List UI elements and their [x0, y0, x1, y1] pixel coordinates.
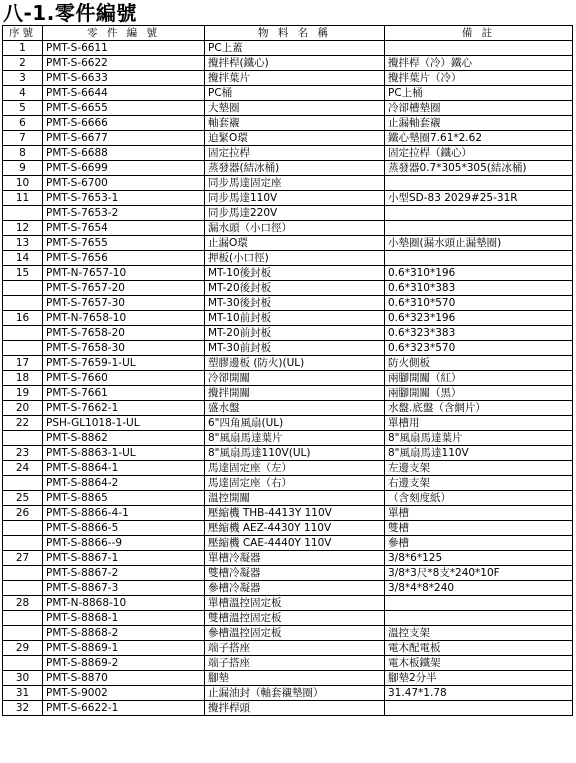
part-number: PMT-S-7653-2	[43, 206, 205, 221]
table-row	[3, 296, 573, 311]
material-name: 固定拉桿	[205, 146, 385, 161]
table-row	[3, 86, 573, 101]
part-number: PMT-S-6677	[43, 131, 205, 146]
part-number: PMT-S-8865	[43, 491, 205, 506]
material-name: 迫緊O環	[205, 131, 385, 146]
material-name: 雙槽冷凝器	[205, 566, 385, 581]
row-number	[3, 326, 43, 341]
table-row	[3, 191, 573, 206]
row-number: 24	[3, 461, 43, 476]
material-name: 塑膠邊板 (防火)(UL)	[205, 356, 385, 371]
part-number: PMT-S-9002	[43, 686, 205, 701]
material-name: 大墊圈	[205, 101, 385, 116]
remark	[385, 596, 573, 611]
material-name: 盛水盤	[205, 401, 385, 416]
part-number: PMT-S-8869-2	[43, 656, 205, 671]
table-row	[3, 566, 573, 581]
remark: 8"風扇馬達110V	[385, 446, 573, 461]
part-number: PMT-S-6688	[43, 146, 205, 161]
material-name: MT-30後封板	[205, 296, 385, 311]
part-number: PMT-S-7661	[43, 386, 205, 401]
material-name: 同步馬達220V	[205, 206, 385, 221]
header-remark: 備 註	[385, 26, 573, 41]
material-name: 冷卻開關	[205, 371, 385, 386]
parts-table	[2, 25, 573, 716]
table-row	[3, 446, 573, 461]
row-number: 29	[3, 641, 43, 656]
remark	[385, 176, 573, 191]
part-number: PMT-S-8866--9	[43, 536, 205, 551]
part-number: PMT-S-8864-1	[43, 461, 205, 476]
remark: 0.6*310*196	[385, 266, 573, 281]
part-number: PMT-S-8869-1	[43, 641, 205, 656]
row-number	[3, 341, 43, 356]
material-name: MT-10後封板	[205, 266, 385, 281]
remark: 0.6*323*383	[385, 326, 573, 341]
part-number: PMT-N-7658-10	[43, 311, 205, 326]
material-name: 端子搭座	[205, 641, 385, 656]
table-row	[3, 221, 573, 236]
table-row	[3, 266, 573, 281]
part-number: PMT-S-6644	[43, 86, 205, 101]
material-name: 同步馬達110V	[205, 191, 385, 206]
material-name: 腳墊	[205, 671, 385, 686]
row-number: 4	[3, 86, 43, 101]
material-name: MT-20前封板	[205, 326, 385, 341]
part-number: PMT-S-8868-2	[43, 626, 205, 641]
remark: 腳墊2分半	[385, 671, 573, 686]
material-name: 漏水頭（小口徑）	[205, 221, 385, 236]
table-row	[3, 401, 573, 416]
row-number	[3, 296, 43, 311]
remark: （含刻度紙）	[385, 491, 573, 506]
part-number: PMT-S-8864-2	[43, 476, 205, 491]
material-name: 軸套襯	[205, 116, 385, 131]
part-number: PMT-S-6699	[43, 161, 205, 176]
row-number: 25	[3, 491, 43, 506]
row-number	[3, 521, 43, 536]
row-number: 18	[3, 371, 43, 386]
material-name: 8"風扇馬達葉片	[205, 431, 385, 446]
part-number: PMT-S-7659-1-UL	[43, 356, 205, 371]
row-number	[3, 611, 43, 626]
material-name: 6"四角風扇(UL)	[205, 416, 385, 431]
row-number: 2	[3, 56, 43, 71]
row-number: 16	[3, 311, 43, 326]
table-row	[3, 701, 573, 716]
part-number: PSH-GL1018-1-UL	[43, 416, 205, 431]
row-number: 1	[3, 41, 43, 56]
remark: 0.6*310*570	[385, 296, 573, 311]
row-number: 15	[3, 266, 43, 281]
table-row	[3, 506, 573, 521]
part-number: PMT-S-7657-30	[43, 296, 205, 311]
material-name: MT-30前封板	[205, 341, 385, 356]
table-row	[3, 611, 573, 626]
part-number: PMT-N-8868-10	[43, 596, 205, 611]
remark: PC上桶	[385, 86, 573, 101]
part-number: PMT-S-8870	[43, 671, 205, 686]
remark	[385, 611, 573, 626]
material-name: 攪拌開關	[205, 386, 385, 401]
table-row	[3, 626, 573, 641]
remark	[385, 221, 573, 236]
table-row	[3, 596, 573, 611]
material-name: 攪拌葉片	[205, 71, 385, 86]
part-number: PMT-S-8862	[43, 431, 205, 446]
material-name: 壓縮機 THB-4413Y 110V	[205, 506, 385, 521]
remark: 冷卻槽墊圈	[385, 101, 573, 116]
remark: 左邊支架	[385, 461, 573, 476]
table-row	[3, 476, 573, 491]
table-row	[3, 236, 573, 251]
row-number: 5	[3, 101, 43, 116]
table-row	[3, 491, 573, 506]
table-row	[3, 431, 573, 446]
row-number: 11	[3, 191, 43, 206]
remark: 鐵心墊圈7.61*2.62	[385, 131, 573, 146]
table-row	[3, 656, 573, 671]
row-number: 28	[3, 596, 43, 611]
material-name: MT-20後封板	[205, 281, 385, 296]
table-row	[3, 686, 573, 701]
row-number: 8	[3, 146, 43, 161]
material-name: 壓縮機 AEZ-4430Y 110V	[205, 521, 385, 536]
remark: 電木配電板	[385, 641, 573, 656]
part-number: PMT-S-8863-1-UL	[43, 446, 205, 461]
row-number: 10	[3, 176, 43, 191]
part-number: PMT-S-8868-1	[43, 611, 205, 626]
row-number: 22	[3, 416, 43, 431]
table-row	[3, 326, 573, 341]
remark	[385, 701, 573, 716]
table-row	[3, 101, 573, 116]
row-number: 3	[3, 71, 43, 86]
remark: 兩腳開關（紅）	[385, 371, 573, 386]
row-number: 14	[3, 251, 43, 266]
part-number: PMT-S-7662-1	[43, 401, 205, 416]
material-name: 單槽溫控固定板	[205, 596, 385, 611]
part-number: PMT-S-6611	[43, 41, 205, 56]
remark: 8"風扇馬達葉片	[385, 431, 573, 446]
part-number: PMT-S-6622	[43, 56, 205, 71]
table-row	[3, 311, 573, 326]
part-number: PMT-S-6633	[43, 71, 205, 86]
table-row	[3, 251, 573, 266]
part-number: PMT-S-8867-1	[43, 551, 205, 566]
remark: 雙槽	[385, 521, 573, 536]
page-title: 八-1.零件編號	[3, 1, 137, 25]
material-name: 壓縮機 CAE-4440Y 110V	[205, 536, 385, 551]
table-row	[3, 71, 573, 86]
remark: 溫控支架	[385, 626, 573, 641]
part-number: PMT-S-8867-3	[43, 581, 205, 596]
remark: 固定拉桿（鐵心）	[385, 146, 573, 161]
row-number	[3, 206, 43, 221]
table-row	[3, 131, 573, 146]
table-row	[3, 521, 573, 536]
row-number	[3, 431, 43, 446]
row-number: 7	[3, 131, 43, 146]
header-part-number: 零 件 編 號	[43, 26, 205, 41]
row-number	[3, 536, 43, 551]
material-name: MT-10前封板	[205, 311, 385, 326]
remark: 蒸發器0.7*305*305(結冰桶)	[385, 161, 573, 176]
header-no: 序號	[3, 26, 43, 41]
part-number: PMT-S-8866-4-1	[43, 506, 205, 521]
material-name: 攪拌桿頭	[205, 701, 385, 716]
remark	[385, 41, 573, 56]
row-number	[3, 626, 43, 641]
table-row	[3, 416, 573, 431]
remark: 兩腳開關（黑）	[385, 386, 573, 401]
part-number: PMT-S-7658-30	[43, 341, 205, 356]
table-row	[3, 281, 573, 296]
part-number: PMT-S-6700	[43, 176, 205, 191]
material-name: 溫控開關	[205, 491, 385, 506]
part-number: PMT-S-7658-20	[43, 326, 205, 341]
row-number: 31	[3, 686, 43, 701]
part-number: PMT-S-7656	[43, 251, 205, 266]
part-number: PMT-S-7655	[43, 236, 205, 251]
part-number: PMT-S-6666	[43, 116, 205, 131]
table-row	[3, 116, 573, 131]
row-number: 27	[3, 551, 43, 566]
table-row	[3, 56, 573, 71]
row-number: 9	[3, 161, 43, 176]
remark: 3/8*6*125	[385, 551, 573, 566]
row-number	[3, 656, 43, 671]
material-name: 押板(小口徑)	[205, 251, 385, 266]
table-row	[3, 551, 573, 566]
table-row	[3, 176, 573, 191]
material-name: 8"風扇馬達110V(UL)	[205, 446, 385, 461]
part-number: PMT-S-6622-1	[43, 701, 205, 716]
part-number: PMT-S-6655	[43, 101, 205, 116]
part-number: PMT-S-7654	[43, 221, 205, 236]
remark: 參槽	[385, 536, 573, 551]
material-name: 雙槽溫控固定板	[205, 611, 385, 626]
row-number: 23	[3, 446, 43, 461]
row-number: 32	[3, 701, 43, 716]
row-number: 26	[3, 506, 43, 521]
part-number: PMT-N-7657-10	[43, 266, 205, 281]
remark: 右邊支架	[385, 476, 573, 491]
row-number: 12	[3, 221, 43, 236]
remark	[385, 251, 573, 266]
row-number: 20	[3, 401, 43, 416]
material-name: 參槽溫控固定板	[205, 626, 385, 641]
material-name: 參槽冷凝器	[205, 581, 385, 596]
table-row	[3, 641, 573, 656]
table-row	[3, 461, 573, 476]
part-number: PMT-S-7653-1	[43, 191, 205, 206]
part-number: PMT-S-7660	[43, 371, 205, 386]
remark: 攪拌葉片（冷）	[385, 71, 573, 86]
material-name: 馬達固定座（右）	[205, 476, 385, 491]
table-row	[3, 146, 573, 161]
row-number: 13	[3, 236, 43, 251]
part-number: PMT-S-7657-20	[43, 281, 205, 296]
table-row	[3, 356, 573, 371]
material-name: 馬達固定座（左）	[205, 461, 385, 476]
material-name: 止漏油封（軸套襯墊圈）	[205, 686, 385, 701]
remark	[385, 206, 573, 221]
material-name: 蒸發器(結冰桶)	[205, 161, 385, 176]
table-row	[3, 161, 573, 176]
remark: 0.6*323*196	[385, 311, 573, 326]
row-number: 19	[3, 386, 43, 401]
table-row	[3, 671, 573, 686]
remark: 電木板鐵架	[385, 656, 573, 671]
remark: 31.47*1.78	[385, 686, 573, 701]
remark: 小型SD-83 2029#25-31R	[385, 191, 573, 206]
header-row	[3, 26, 573, 41]
table-row	[3, 41, 573, 56]
parts-table-body	[3, 41, 573, 716]
part-number: PMT-S-8866-5	[43, 521, 205, 536]
row-number: 6	[3, 116, 43, 131]
remark: 防火側板	[385, 356, 573, 371]
remark: 3/8*3尺*8支*240*10F	[385, 566, 573, 581]
row-number	[3, 476, 43, 491]
row-number: 17	[3, 356, 43, 371]
remark: 小墊圈(漏水頭止漏墊圈)	[385, 236, 573, 251]
row-number	[3, 566, 43, 581]
remark: 單槽	[385, 506, 573, 521]
remark: 0.6*323*570	[385, 341, 573, 356]
table-row	[3, 386, 573, 401]
material-name: 端子搭座	[205, 656, 385, 671]
header-material-name: 物 料 名 稱	[205, 26, 385, 41]
row-number	[3, 281, 43, 296]
material-name: PC上蓋	[205, 41, 385, 56]
table-row	[3, 581, 573, 596]
table-row	[3, 536, 573, 551]
table-row	[3, 371, 573, 386]
table-row	[3, 341, 573, 356]
material-name: 同步馬達固定座	[205, 176, 385, 191]
part-number: PMT-S-8867-2	[43, 566, 205, 581]
material-name: PC桶	[205, 86, 385, 101]
table-row	[3, 206, 573, 221]
material-name: 止漏O環	[205, 236, 385, 251]
remark: 水盤.底盤（含網片）	[385, 401, 573, 416]
row-number: 30	[3, 671, 43, 686]
material-name: 單槽冷凝器	[205, 551, 385, 566]
remark: 3/8*4*8*240	[385, 581, 573, 596]
remark: 單槽用	[385, 416, 573, 431]
remark: 0.6*310*383	[385, 281, 573, 296]
remark: 攪拌桿（冷）鐵心	[385, 56, 573, 71]
material-name: 攪拌桿(鐵心)	[205, 56, 385, 71]
remark: 止漏軸套襯	[385, 116, 573, 131]
row-number	[3, 581, 43, 596]
